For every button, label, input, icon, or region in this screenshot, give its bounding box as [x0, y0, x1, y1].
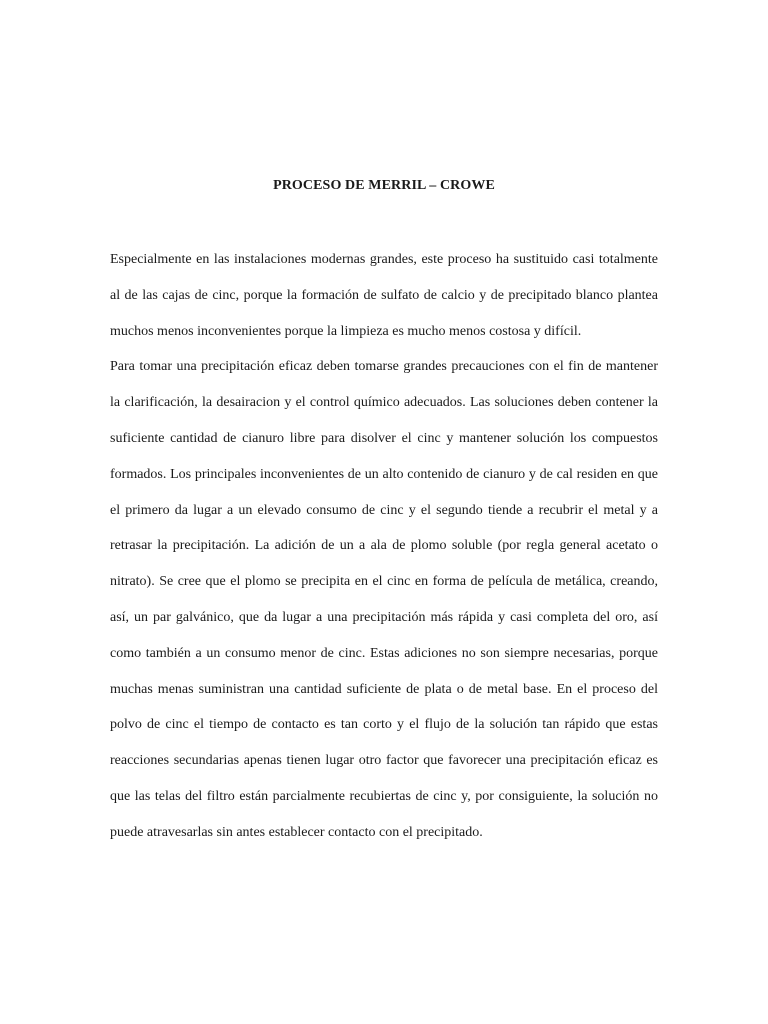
- document-title: PROCESO DE MERRIL – CROWE: [273, 178, 495, 193]
- paragraph-2: Para tomar una precipitación eficaz deben tomarse grandes precauciones con el fin de mantener la clarificación, la desairacion y el control químico adecuados. Las soluciones deben contener la suficiente cantidad de cianuro libre para disolver el cinc y mantener solución los compuestos formados. Los principales inconvenientes de un alto contenido de cianuro y de cal residen en que el primero da lugar a un elevado consumo de cinc y el segundo tiende a recubrir el metal y a retrasar la precipitación. La adición de un a ala de plomo soluble (por regla general acetato o nitrato). Se cree que el plomo se precipita en el cinc en forma de película de metálica, creando, así, un par galvánico, que da lugar a una precipitación más rápida y casi completa del oro, así como también a un consumo menor de cinc. Estas adiciones no son siempre necesarias, porque muchas menas suministran una cantidad suficiente de plata o de metal base. En el proceso del polvo de cinc el tiempo de contacto es tan corto y el flujo de la solución tan rápido que estas reacciones secundarias apenas tienen lugar otro factor que favorecer una precipitación eficaz es que las telas del filtro están parcialmente recubiertas de cinc y, por consiguiente, la solución no puede atravesarlas sin antes establecer contacto con el precipitado.: [110, 359, 658, 840]
- paragraph-1: Especialmente en las instalaciones modernas grandes, este proceso ha sustituido casi totalmente al de las cajas de cinc, porque la formación de sulfato de calcio y de precipitado blanco plantea muchos menos inconvenientes porque la limpieza es mucho menos costosa y difícil.: [110, 252, 658, 339]
- document-body: [110, 242, 658, 851]
